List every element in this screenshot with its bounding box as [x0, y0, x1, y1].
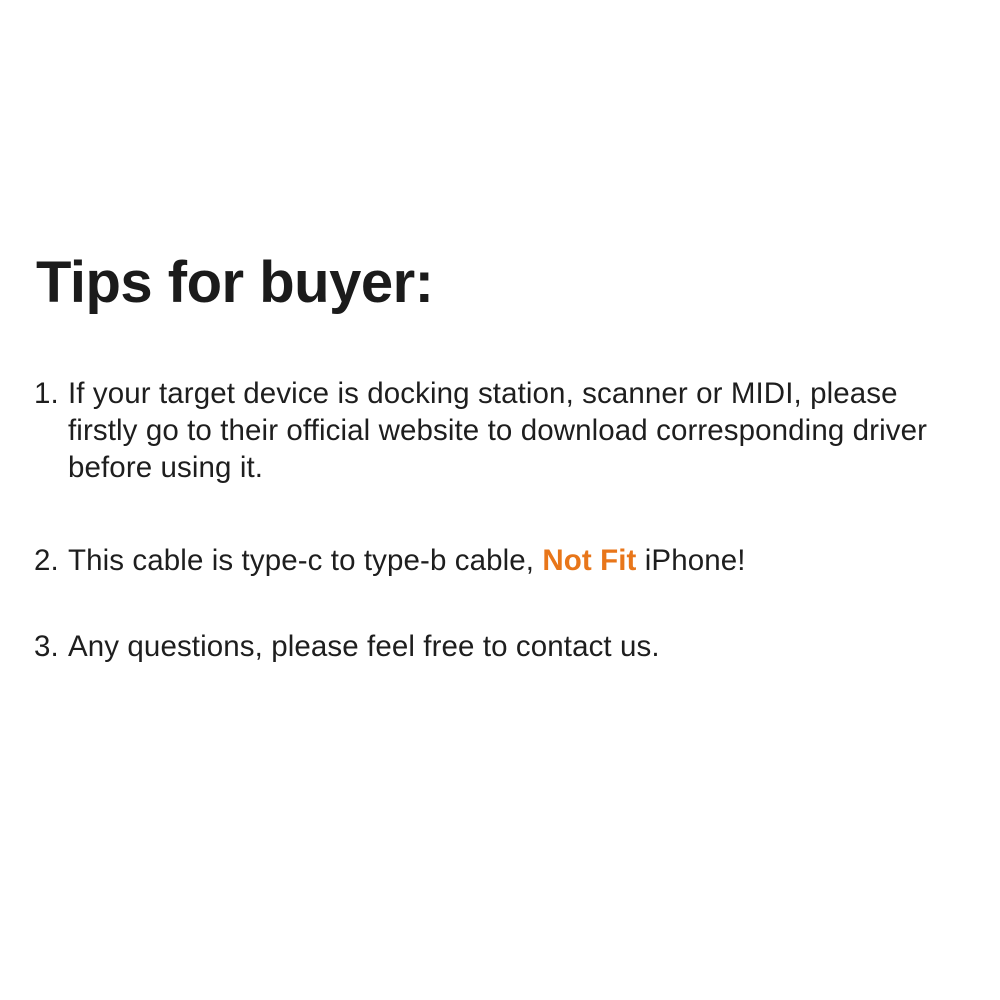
list-item-text-main: If your target device is docking station, scanner or MIDI, please firstly go to their official website to download corresponding driver before using it. [68, 377, 928, 485]
list-item [34, 375, 954, 486]
list-item-number: 3. [34, 629, 59, 663]
list-item-text [68, 542, 954, 579]
list-item-number: 1. [34, 377, 59, 410]
page-title: Tips for buyer: [36, 249, 434, 315]
list-item-text [68, 375, 954, 486]
list-item [34, 628, 954, 665]
list-item-text [68, 628, 954, 665]
list-item [34, 542, 954, 579]
list-item-text-tail: iPhone! [636, 544, 746, 578]
list-item-text-highlight: Not Fit [542, 544, 637, 578]
list-item-number: 2. [34, 544, 59, 578]
tips-list [34, 375, 954, 665]
list-item-text-main: This cable is type-c to type-b cable, [68, 544, 543, 578]
list-item-text-main: Any questions, please feel free to contact us. [68, 629, 660, 663]
